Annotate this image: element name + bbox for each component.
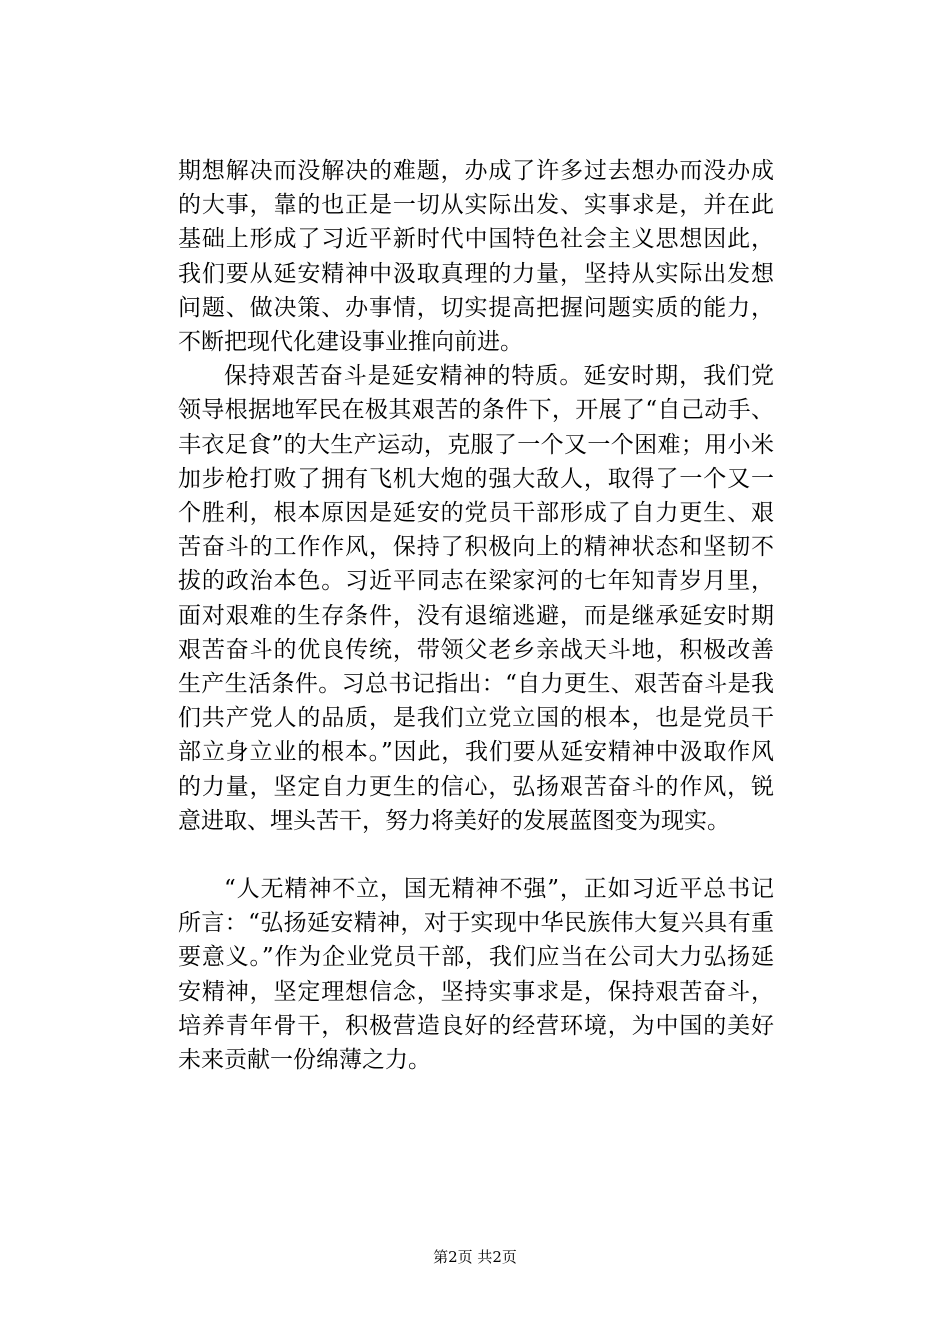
paragraph-hard-work: 保持艰苦奋斗是延安精神的特质。延安时期，我们党领导根据地军民在极其艰苦的条件下，开展了“自己动手、丰衣足食”的大生产运动，克服了一个又一个困难；用小米加步枪打败了拥有飞机大炮的强大敌人，取得了一个又一个胜利，根本原因是延安的党员干部形成了自力更生、艰苦奋斗的工作作风，保持了积极向上的精神状态和坚韧不拔的政治本色。习近平同志在梁家河的七年知青岁月里，面对艰难的生存条件，没有退缩逃避，而是继承延安时期艰苦奋斗的优良传统，带领父老乡亲战天斗地，积极改善生产生活条件。习总书记指出：“自力更生、艰苦奋斗是我们共产党人的品质，是我们立党立国的根本，也是党员干部立身立业的根本。”因此，我们要从延安精神中汲取作风的力量，坚定自力更生的信心，弘扬艰苦奋斗的作风，锐意进取、埋头苦干，努力将美好的发展蓝图变为现实。 [178, 363, 774, 834]
paragraph-conclusion: “人无精神不立，国无精神不强”，正如习近平总书记所言：“弘扬延安精神，对于实现中华民族伟大复兴具有重要意义。”作为企业党员干部，我们应当在公司大力弘扬延安精神，坚定理想信念，坚持实事求是，保持艰苦奋斗，培养青年骨干，积极营造良好的经营环境，为中国的美好未来贡献一份绵薄之力。 [178, 876, 774, 1074]
page-number-footer: 第2页 共2页 [433, 1248, 517, 1266]
document-body [178, 154, 774, 1077]
paragraph-continuation: 期想解决而没解决的难题，办成了许多过去想办而没办成的大事，靠的也正是一切从实际出发、实事求是，并在此基础上形成了习近平新时代中国特色社会主义思想因此，我们要从延安精神中汲取真理的力量，坚持从实际出发想问题、做决策、办事情，切实提高把握问题实质的能力，不断把现代化建设事业推向前进。 [178, 158, 774, 356]
